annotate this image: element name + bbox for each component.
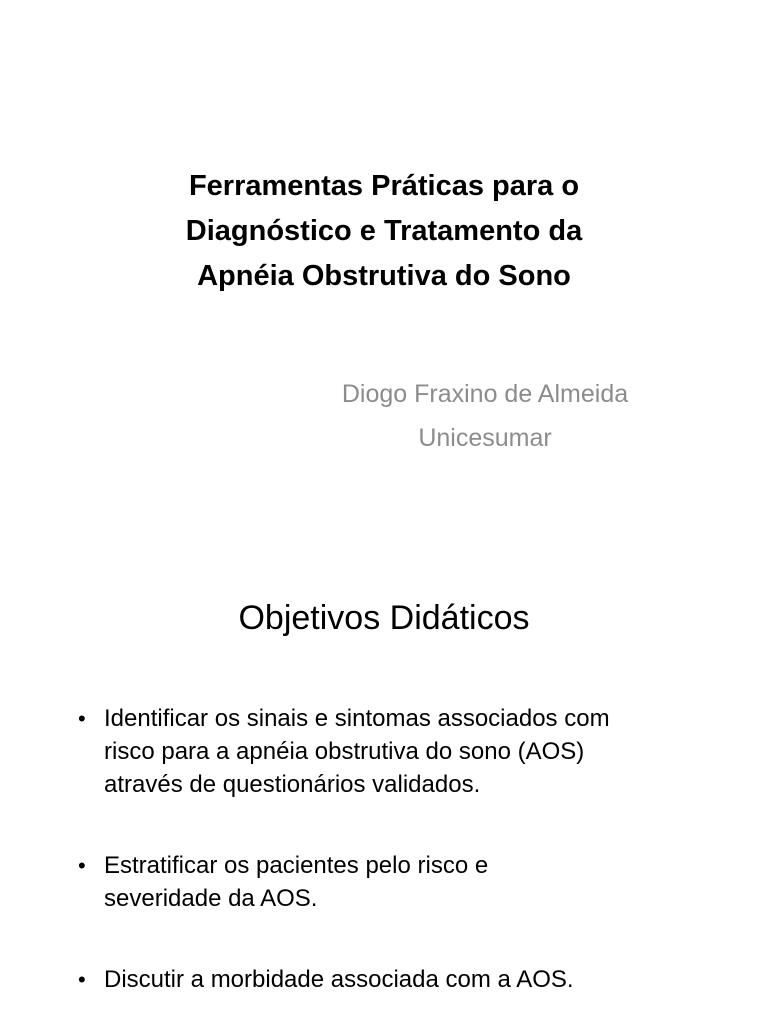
- slide-objectives: [0, 512, 768, 1024]
- title-line: Diagnóstico e Tratamento da: [185, 215, 583, 247]
- bullet-text-line: Estratificar os pacientes pelo risco e: [104, 852, 489, 879]
- bullet-marker: •: [78, 967, 86, 992]
- bullet-text-line: risco para a apnéia obstrutiva do sono (AOS): [104, 738, 585, 765]
- bullet-text-line: através de questionários validados.: [104, 771, 481, 798]
- bullet-marker: •: [78, 706, 86, 731]
- institution-name: Unicesumar: [418, 424, 552, 452]
- bullet-marker: •: [78, 853, 86, 878]
- title-line: Apnéia Obstrutiva do Sono: [197, 260, 571, 292]
- slide-subtitle: [230, 372, 740, 460]
- objectives-list: [78, 702, 718, 996]
- bullet-text-line: severidade da AOS.: [104, 885, 318, 912]
- slide-title-heading: [0, 164, 768, 299]
- list-item: [78, 702, 718, 801]
- bullet-text-line: Discutir a morbidade associada com a AOS.: [104, 966, 574, 993]
- title-line: Ferramentas Práticas para o: [188, 170, 580, 202]
- list-item: [78, 849, 718, 915]
- objectives-heading: Objetivos Didáticos: [238, 599, 530, 637]
- author-name: Diogo Fraxino de Almeida: [341, 380, 629, 408]
- bullet-text-line: Identificar os sinais e sintomas associados com: [104, 705, 610, 732]
- list-item: [78, 963, 718, 996]
